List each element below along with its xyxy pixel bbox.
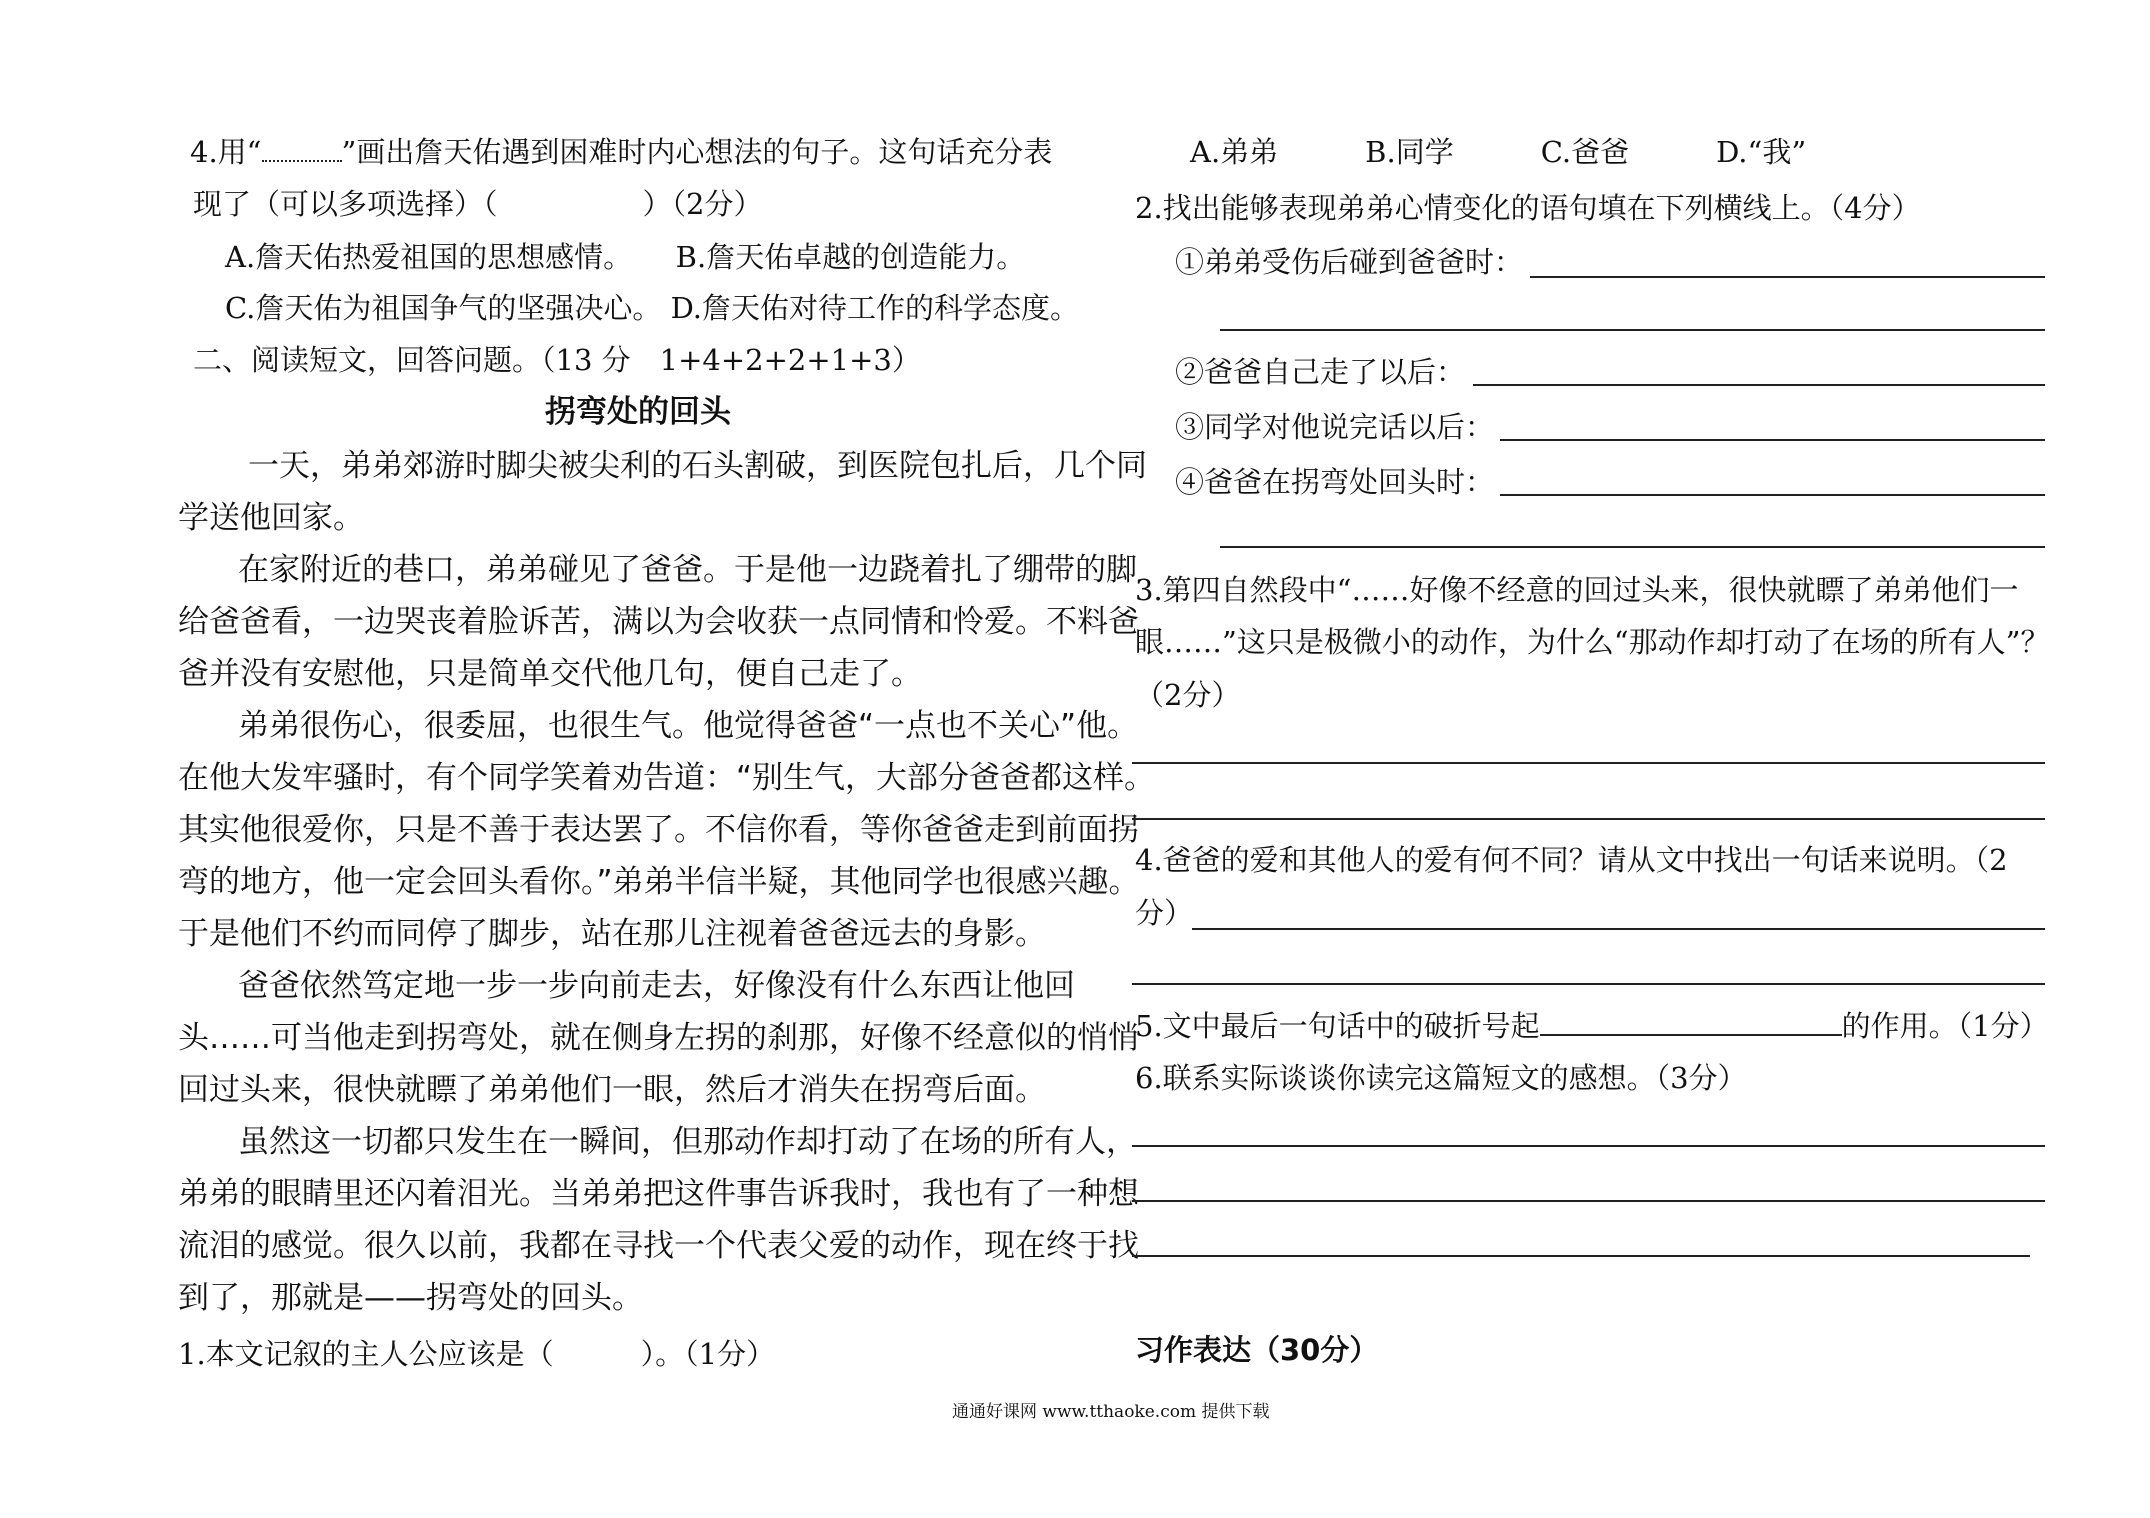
question-3-l1: 3.第四自然段中“……好像不经意的回过头来，很快就瞟了弟弟他们一: [1135, 573, 2019, 607]
q5-text-b: 的作用。（1分）: [1841, 1009, 2049, 1043]
q4-line2: 现了（可以多项选择）（ ）（2分）: [193, 187, 763, 221]
q4-answer-line-2[interactable]: [1132, 983, 2045, 985]
page-footer: 通通好课网 www.tthaoke.com 提供下载: [952, 1402, 1270, 1422]
passage-p5-l2: 弟弟的眼睛里还闪着泪光。当弟弟把这件事告诉我时，我也有了一种想: [178, 1176, 1139, 1212]
q2-prompt-b: ②爸爸自己走了以后：: [1175, 355, 1466, 389]
question-2: 2.找出能够表现弟弟心情变化的语句填在下列横线上。（4分）: [1135, 191, 1921, 225]
passage-p5-l1: 虽然这一切都只发生在一瞬间，但那动作却打动了在场的所有人，: [238, 1124, 1137, 1160]
question-5: [1135, 1004, 2049, 1046]
passage-p2-l2: 给爸爸看，一边哭丧着脸诉苦，满以为会收获一点同情和怜爱。不料爸: [178, 604, 1139, 640]
q6-answer-line-2[interactable]: [1132, 1200, 2045, 1202]
q5-answer-blank[interactable]: [1540, 1004, 1842, 1036]
passage-p5-l3: 流泪的感觉。很久以前，我都在寻找一个代表父爱的动作，现在终于找: [178, 1228, 1139, 1264]
q4-options-ab: A.詹天佑热爱祖国的思想感情。 B.詹天佑卓越的创造能力。: [225, 240, 1026, 274]
q2-answer-line-a1[interactable]: [1530, 276, 2045, 278]
q2-prompt-d: ④爸爸在拐弯处回头时：: [1175, 465, 1495, 499]
q2-answer-line-d1[interactable]: [1500, 494, 2045, 496]
question-1: 1.本文记叙的主人公应该是（ ）。（1分）: [178, 1337, 776, 1371]
q4-text-a: 4.用“: [190, 135, 262, 169]
q4-line1: [190, 132, 1052, 172]
q3-answer-line-1[interactable]: [1132, 762, 2045, 764]
passage-p3-l5: 于是他们不约而同停了脚步，站在那儿注视着爸爸远去的身影。: [178, 916, 1046, 952]
passage-p1-l2: 学送他回家。: [178, 500, 364, 536]
section-2-heading: 二、阅读短文，回答问题。（13 分 1+4+2+2+1+3）: [193, 343, 921, 377]
question-4-l1: 4.爸爸的爱和其他人的爱有何不同？请从文中找出一句话来说明。（2: [1135, 843, 2008, 877]
q2-answer-line-b[interactable]: [1473, 384, 2045, 386]
q1-options: A.弟弟 B.同学 C.爸爸 D.“我”: [1190, 135, 1807, 169]
q3-answer-line-2[interactable]: [1132, 818, 2045, 820]
passage-p4-l1: 爸爸依然笃定地一步一步向前走去，好像没有什么东西让他回: [238, 968, 1075, 1004]
passage-p4-l3: 回过头来，很快就瞟了弟弟他们一眼，然后才消失在拐弯后面。: [178, 1072, 1046, 1108]
question-4-l2: 分）: [1135, 896, 1194, 930]
passage-p5-l4: 到了，那就是——拐弯处的回头。: [178, 1280, 643, 1316]
question-3-l2: 眼……”这只是极微小的动作，为什么“那动作却打动了在场的所有人”？: [1135, 625, 2050, 659]
passage-p4-l2: 头……可当他走到拐弯处，就在侧身左拐的刹那，好像不经意似的悄悄: [178, 1020, 1139, 1056]
q6-answer-line-1[interactable]: [1132, 1145, 2045, 1147]
passage-p3-l1: 弟弟很伤心，很委屈，也很生气。他觉得爸爸“一点也不关心”他。: [238, 708, 1139, 744]
q2-answer-line-d2[interactable]: [1220, 546, 2045, 548]
passage-p2-l1: 在家附近的巷口，弟弟碰见了爸爸。于是他一边跷着扎了绷带的脚: [238, 552, 1137, 588]
q5-text-a: 5.文中最后一句话中的破折号起: [1135, 1009, 1540, 1043]
q2-answer-line-a2[interactable]: [1220, 329, 2045, 331]
passage-p3-l4: 弯的地方，他一定会回头看你。”弟弟半信半疑，其他同学也很感兴趣。: [178, 864, 1140, 900]
passage-p1-l1: 一天，弟弟郊游时脚尖被尖利的石头割破，到医院包扎后，几个同: [248, 448, 1147, 484]
passage-p2-l3: 爸并没有安慰他，只是简单交代他几句，便自己走了。: [178, 656, 922, 692]
passage-title: 拐弯处的回头: [545, 394, 731, 430]
question-3-l3: （2分）: [1135, 678, 1241, 712]
q4-underline-sample: [262, 132, 342, 162]
q4-text-b: ”画出詹天佑遇到困难时内心想法的句子。这句话充分表: [341, 135, 1053, 169]
passage-p3-l3: 其实他很爱你，只是不善于表达罢了。不信你看，等你爸爸走到前面拐: [178, 812, 1139, 848]
q2-prompt-a: ①弟弟受伤后碰到爸爸时：: [1175, 245, 1524, 279]
q6-answer-line-3[interactable]: [1132, 1255, 2030, 1257]
passage-p3-l2: 在他大发牢骚时，有个同学笑着劝告道：“别生气，大部分爸爸都这样。: [178, 760, 1156, 796]
question-6: 6.联系实际谈谈你读完这篇短文的感想。（3分）: [1135, 1061, 1747, 1095]
q4-options-cd: C.詹天佑为祖国争气的坚强决心。 D.詹天佑对待工作的科学态度。: [225, 291, 1080, 325]
q2-answer-line-c[interactable]: [1500, 439, 2045, 441]
q2-prompt-c: ③同学对他说完话以后：: [1175, 410, 1495, 444]
section-3-heading: 习作表达（30分）: [1135, 1333, 1379, 1367]
q4-answer-line-1[interactable]: [1192, 928, 2045, 930]
